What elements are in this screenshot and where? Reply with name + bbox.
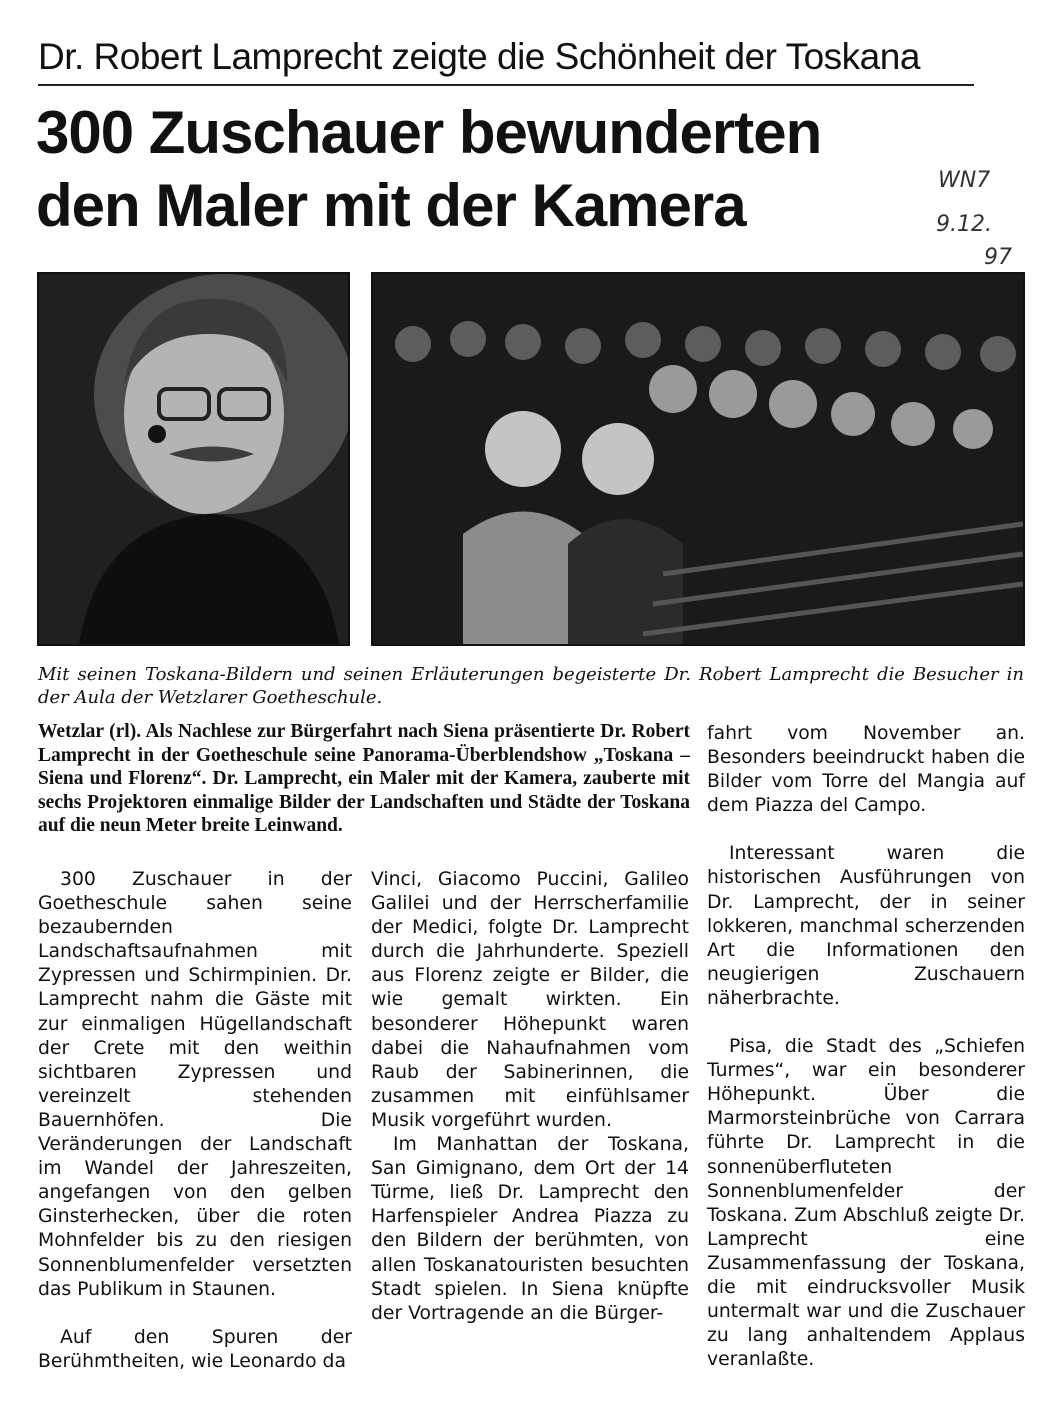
audience-photo — [371, 272, 1025, 646]
handwritten-note-year: 97 — [984, 245, 1012, 270]
paragraph: Im Manhattan der Toskana, San Gimignano, dem Ort der 14 Türme, ließ Dr. Lamprecht den Harfenspieler Andrea Piazza zu den Bildern der berühmten, von allen Toskanatouristen besuchten Stadt spielen. In Siena knüpfte der Vortragende an die Bürger- — [371, 1134, 689, 1324]
article-headline — [36, 96, 996, 242]
portrait-illustration — [39, 274, 348, 644]
handwritten-note-date: 9.12. — [936, 212, 992, 237]
paragraph: Pisa, die Stadt des „Schiefen Turmes“, war ein besonderer Höhepunkt. Über die Marmorsteinbrüche von Carrara führte Dr. Lamprecht in die sonnenüberfluteten Sonnenblumenfelder der Toskana. Zum Abschluß zeigte Dr. Lamprecht eine Zusammenfassung der Toskana, die mit eindrucksvoller Musik untermalt war und die Zuschauer zu lang anhaltendem Applaus veranlaßte. — [707, 1036, 1025, 1371]
body-column-1 — [38, 868, 352, 1374]
paragraph: fahrt vom November an. Besonders beeindruckt haben die Bilder vom Torre del Mangia auf dem Piazza del Campo. — [707, 723, 1025, 817]
paragraph: Vinci, Giacomo Puccini, Galileo Galilei und der Herrscherfamilie der Medici, folgte Dr. Lamprecht durch die Jahrhunderte. Speziell aus Florenz zeigte er Bilder, die wie gemalt wirkten. Ein besonderer Höhepunkt waren dabei die Nahaufnahmen vom Raub der Sabinerinnen, die zusammen mit einfühlsamer Musik vorgeführt wurden. — [371, 869, 689, 1131]
article-kicker: Dr. Robert Lamprecht zeigte die Schönheit der Toskana — [38, 36, 920, 77]
audience-illustration — [373, 274, 1023, 644]
paragraph: Auf den Spuren der Berühmtheiten, wie Leonardo da — [38, 1326, 352, 1372]
headline-line-1: 300 Zuschauer bewunderten — [36, 99, 822, 166]
body-column-2 — [371, 868, 689, 1326]
article-lead: Wetzlar (rl). Als Nachlese zur Bürgerfahrt nach Siena präsentierte Dr. Robert Lamprecht in der Goetheschule seine Panorama-Überblendshow „Toskana – Siena und Florenz“. Dr. Lamprecht, ein Maler mit der Kamera, zauberte mit sechs Projektoren einmalige Bilder der Landschaften und Städte der Toskana auf die neun Meter breite Leinwand. — [38, 721, 690, 836]
body-column-3 — [707, 722, 1025, 1372]
portrait-photo — [37, 272, 350, 646]
handwritten-note-source: WN7 — [938, 168, 991, 193]
headline-line-2: den Maler mit der Kamera — [36, 172, 746, 239]
photo-caption: Mit seinen Toskana-Bildern und seinen Erläuterungen begeisterte Dr. Robert Lamprecht die Besucher in der Aula der Wetzlarer Goetheschule. — [38, 664, 1024, 708]
kicker-rule — [38, 84, 974, 86]
paragraph: Interessant waren die historischen Ausführungen von Dr. Lamprecht, der in seiner lokkeren, manchmal scherzenden Art die Informationen den neugierigen Zuschauern näherbrachte. — [707, 843, 1025, 1009]
paragraph: 300 Zuschauer in der Goetheschule sahen seine bezaubernden Landschaftsaufnahmen mit Zypressen und Schirmpinien. Dr. Lamprecht nahm die Gäste mit zur einmaligen Hügellandschaft der Crete mit den weithin sichtbaren Zypressen und vereinzelt stehenden Bauernhöfen. Die Veränderungen der Landschaft im Wandel der Jahreszeiten, angefangen von den gelben Ginsterhecken, über die roten Mohnfelder bis zu den riesigen Sonnenblumenfelder versetzten das Publikum in Staunen. — [38, 869, 352, 1300]
